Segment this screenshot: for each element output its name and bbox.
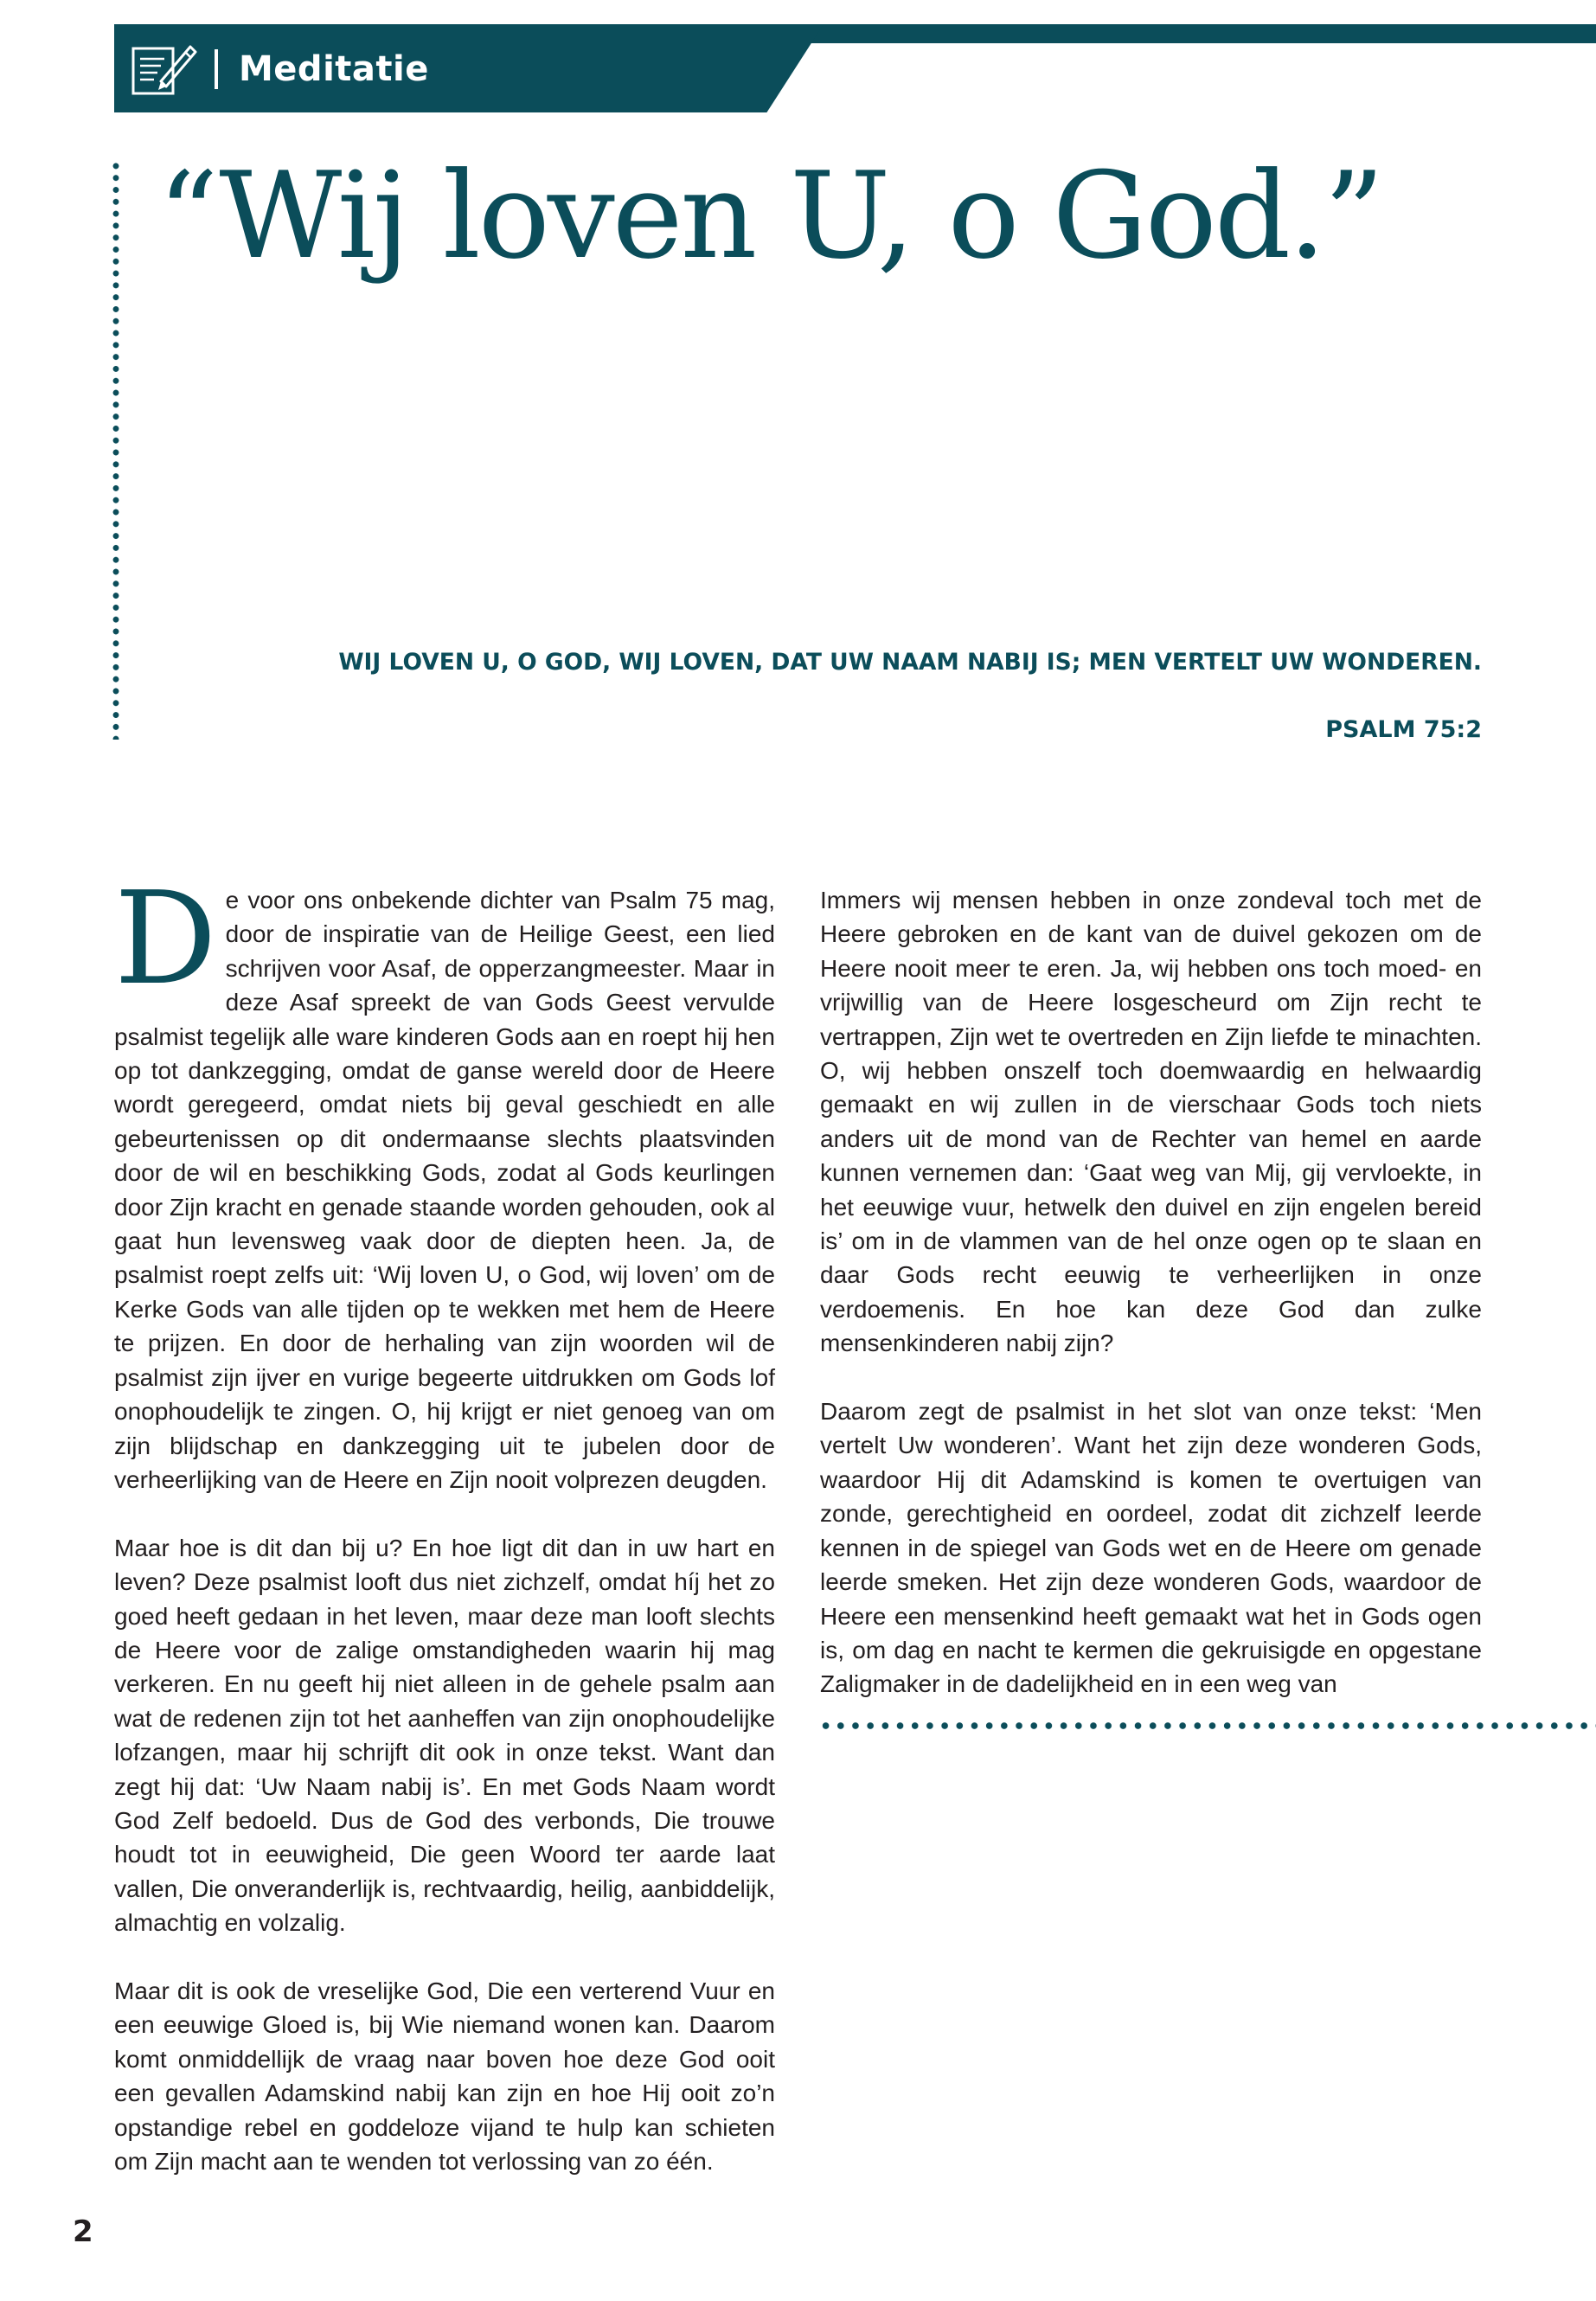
dotted-divider-vertical <box>112 160 119 740</box>
paragraph: Immers wij mensen hebben in onze zondeval toch met de Heere gebroken en de kant van de duivel gekozen om de Heere nooit meer te eren. Ja, wij hebben ons toch moed- en vrijwillig van de Heere losgescheurd om Zijn recht te vertrappen, Zijn wet te overtreden en Zijn liefde te minachten. O, wij hebben onszelf toch doemwaardig en helwaardig gemaakt en wij zullen in de vierschaar Gods toch niets anders uit de mond van de Rechter van hemel en aarde kunnen vernemen dan: ‘Gaat weg van Mij, gij vervloekte, in het eeuwige vuur, hetwelk den duivel en zijn engelen bereid is’ om in de vlammen van de hel onze ogen op te slaan en daar Gods recht eeuwig te verheerlijken in onze verdoemenis. En hoe kan deze God dan zulke mensenkinderen nabij zijn? <box>820 887 1482 1357</box>
paragraph <box>114 864 775 1497</box>
page-number: 2 <box>73 2214 93 2249</box>
paragraph: Maar hoe is dit dan bij u? En hoe ligt dit dan in uw hart en leven? Deze psalmist looft dus niet zichzelf, omdat híj het zo goed heeft gedaan in het leven, maar deze man looft slechts de Heere voor de zalige omstandigheden waarin hij mag verkeren. En nu geeft hij niet alleen in de gehele psalm aan wat de redenen zijn tot het aanheffen van zijn onophoudelijke lofzangen, maar hij schrijft dit ook in onze tekst. Want dan zegt hij dat: ‘Uw Naam nabij is’. En met Gods Naam wordt God Zelf bedoeld. Dus de God des verbonds, Die trouwe houdt tot in eeuwigheid, Die geen Woord ter aarde laat vallen, Die onveranderlijk is, rechtvaardig, heilig, aanbiddelijk, almachtig en volzalig. <box>114 1534 775 1937</box>
dotted-divider-horizontal <box>818 1721 1596 1730</box>
body-column-right <box>820 883 1482 1735</box>
paragraph-text: e voor ons onbekende dichter van Psalm 75 mag, door de inspiratie van de Heilige Geest, een lied schrijven voor Asaf, de opperzangmeester. Maar in deze Asaf spreekt de van Gods Geest vervulde psalmist tegelijk alle ware kinderen Gods aan en roept hij hen op tot dankzegging, omdat de ganse wereld door de Heere wordt geregeerd, omdat niets bij geval geschiedt en alle gebeurtenissen op dit ondermaanse slechts plaatsvinden door de wil en beschikking Gods, zodat al Gods keurlingen door Zijn kracht en genade staande worden gehouden, ook al gaat hun levensweg vaak door de diepten heen. Ja, de psalmist roept zelfs uit: ‘Wij loven U, o God, wij loven’ om de Kerke Gods van alle tijden op te wekken met hem de Heere te prijzen. En door de herhaling van zijn woorden wil de psalmist zijn ijver en vurige begeerte uitdrukken om Gods lof onophoudelijk te zingen. O, hij krijgt er niet genoeg van om zijn blijdschap en dankzegging uit te jubelen door de verheerlijking van de Heere en Zijn nooit volprezen deugden. <box>114 887 775 1493</box>
writing-pen-icon <box>130 36 199 99</box>
body-column-left <box>114 864 775 2213</box>
paragraph: Maar dit is ook de vreselijke God, Die een verterend Vuur en een eeuwige Gloed is, bij Wie niemand wonen kan. Daarom komt onmiddellijk de vraag naar boven hoe deze God ooit een gevallen Adamskind nabij kan zijn en hoe Hij ooit zo’n opstandige rebel en goddeloze vijand te hulp kan schieten om Zijn macht aan te wenden tot verlossing van zo één. <box>114 1977 775 2175</box>
section-header-tab <box>114 24 824 112</box>
article-title: “Wij loven U, o God.” <box>157 146 1382 285</box>
paragraph: Daarom zegt de psalmist in het slot van onze tekst: ‘Men vertelt Uw wonderen’. Want het zijn deze wonderen Gods, waardoor Hij dit Adamskind is komen te overtuigen van zonde, gerechtigheid en oordeel, zodat dit zichzelf leerde kennen in de spiegel van Gods wet en de Heere om genade leerde smeken. Het zijn deze wonderen Gods, waardoor de Heere een mensenkind heeft gemaakt wat het in Gods ogen is, om dag en nacht te kermen die gekruisigde en opgestane Zaligmaker in de dadelijkheid en in een weg van <box>820 1398 1482 1698</box>
scripture-reference: PSALM 75:2 <box>1325 716 1482 743</box>
header-separator <box>215 49 218 89</box>
section-label: Meditatie <box>239 49 429 89</box>
scripture-quote: WIJ LOVEN U, O GOD, WIJ LOVEN, DAT UW NAAM NABIJ IS; MEN VERTELT UW WONDEREN. <box>338 649 1482 676</box>
drop-cap: D <box>114 864 217 1013</box>
